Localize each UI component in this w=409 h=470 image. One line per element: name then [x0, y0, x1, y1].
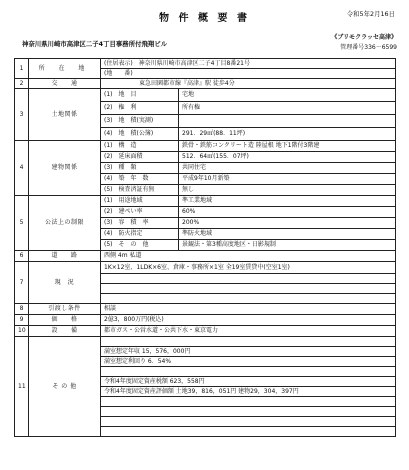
- building-value: 512．64㎡(155．07坪): [179, 152, 396, 163]
- property-name: 神奈川県川崎市高津区二子4丁目事務所付飛翔ビル: [22, 40, 168, 48]
- regulation-value: 準防火地域: [179, 229, 396, 240]
- other-line: [101, 397, 396, 407]
- land-value: 291．29㎡(88．11坪): [179, 128, 396, 141]
- row-other: [15, 337, 396, 347]
- road-value: 西側 4m 私道: [101, 251, 396, 262]
- handover-value: 相談: [101, 304, 396, 315]
- land-value: 所有権: [179, 102, 396, 115]
- row-number: 2: [15, 79, 29, 89]
- other-line: 令和4年度固定資産税額 623，558円: [101, 377, 396, 387]
- blank-cell: [101, 294, 396, 304]
- regulation-sub-label: (5) そ の 他: [101, 240, 179, 251]
- regulation-value: 景観法・第3種高度地区・日影規制: [179, 240, 396, 251]
- company-name: 《ブリモクラッセ高津》: [331, 34, 397, 41]
- land-sub-label: (2) 権 利: [101, 102, 179, 115]
- row-number: 7: [15, 262, 29, 304]
- row-label: 所 在 地: [29, 59, 101, 79]
- regulation-value: 200%: [179, 218, 396, 229]
- row-access: [15, 79, 396, 89]
- row-label: 価 格: [29, 315, 101, 326]
- facilities-value: 都市ガス・公営水道・公共下水・東京電力: [101, 326, 396, 337]
- regulation-value: 60%: [179, 207, 396, 218]
- row-status: [15, 262, 396, 274]
- document-date: 令和5年2月16日: [346, 10, 395, 18]
- row-label: 建物関係: [29, 141, 101, 196]
- row-road: [15, 251, 396, 262]
- land-value: 宅地: [179, 89, 396, 102]
- admin-number: 管理番号336－6599: [340, 44, 397, 51]
- row-number: 3: [15, 89, 29, 141]
- building-sub-label: (3) 種 類: [101, 163, 179, 174]
- regulation-value: 準工業地域: [179, 196, 396, 207]
- other-line: 満室想定年収 15，576，000円: [101, 347, 396, 357]
- blank-cell: [101, 284, 396, 294]
- building-value: 共同住宅: [179, 163, 396, 174]
- property-table: [14, 58, 396, 437]
- row-number: 8: [15, 304, 29, 315]
- row-building: [15, 141, 396, 152]
- row-land: [15, 89, 396, 102]
- regulation-sub-label: (4) 防火指定: [101, 229, 179, 240]
- other-line: [101, 367, 396, 377]
- regulation-sub-label: (2) 建ぺい率: [101, 207, 179, 218]
- other-line: 令和4年度固定資産評価額 土地39，816，051円 建物29，304，397円: [101, 387, 396, 397]
- building-value: 無し: [179, 185, 396, 196]
- row-number: 1: [15, 59, 29, 79]
- building-sub-label: (5) 検査済証有無: [101, 185, 179, 196]
- land-sub-label: (3) 地 積(実測): [101, 115, 179, 128]
- lot-line: (地 番): [101, 69, 396, 79]
- row-label: 交 通: [29, 79, 101, 89]
- building-sub-label: (2) 延床面積: [101, 152, 179, 163]
- land-sub-label: (4) 地 積(公簿): [101, 128, 179, 141]
- other-line: [101, 337, 396, 347]
- other-line: [101, 427, 396, 437]
- row-label: 公法上の制限: [29, 196, 101, 251]
- blank-cell: [101, 274, 396, 284]
- address-line: (住居表示) 神奈川県川崎市高津区二子4丁目8番21号: [101, 59, 396, 69]
- building-value: 平成9年10月新築: [179, 174, 396, 185]
- row-number: 11: [15, 337, 29, 437]
- building-value: 鉄骨・鉄筋コンクリート造 陸屋根 地下1階付3階建: [179, 141, 396, 152]
- row-label: 設 備: [29, 326, 101, 337]
- status-value: 1K×12室、1LDK×6室、倉庫・事務所×1室 全19室賃貸中(空室1室): [101, 262, 396, 274]
- row-label: 道 路: [29, 251, 101, 262]
- row-number: 9: [15, 315, 29, 326]
- regulation-sub-label: (1) 用途地域: [101, 196, 179, 207]
- row-handover: [15, 304, 396, 315]
- other-line: 満室想定利回り 6．54%: [101, 357, 396, 367]
- row-number: 6: [15, 251, 29, 262]
- access-value: 東急田園都市線『高津』駅 徒歩4分: [101, 79, 396, 89]
- other-line: [101, 417, 396, 427]
- document-title: 物 件 概 要 書: [159, 13, 250, 24]
- row-label: 現 況: [29, 262, 101, 304]
- row-price: [15, 315, 396, 326]
- row-regulation: [15, 196, 396, 207]
- header-right-block: [331, 33, 397, 53]
- row-number: 10: [15, 326, 29, 337]
- row-facilities: [15, 326, 396, 337]
- regulation-sub-label: (3) 容 積 率: [101, 218, 179, 229]
- price-value: 2億3，800万円(税込): [101, 315, 396, 326]
- building-sub-label: (4) 築 年 数: [101, 174, 179, 185]
- row-label: 引渡し条件: [29, 304, 101, 315]
- row-number: 5: [15, 196, 29, 251]
- building-sub-label: (1) 構 造: [101, 141, 179, 152]
- land-value: [179, 115, 396, 128]
- land-sub-label: (1) 地 目: [101, 89, 179, 102]
- other-line: [101, 407, 396, 417]
- row-number: 4: [15, 141, 29, 196]
- row-label: そ の 他: [29, 337, 101, 437]
- row-location: [15, 59, 396, 69]
- row-label: 土地関係: [29, 89, 101, 141]
